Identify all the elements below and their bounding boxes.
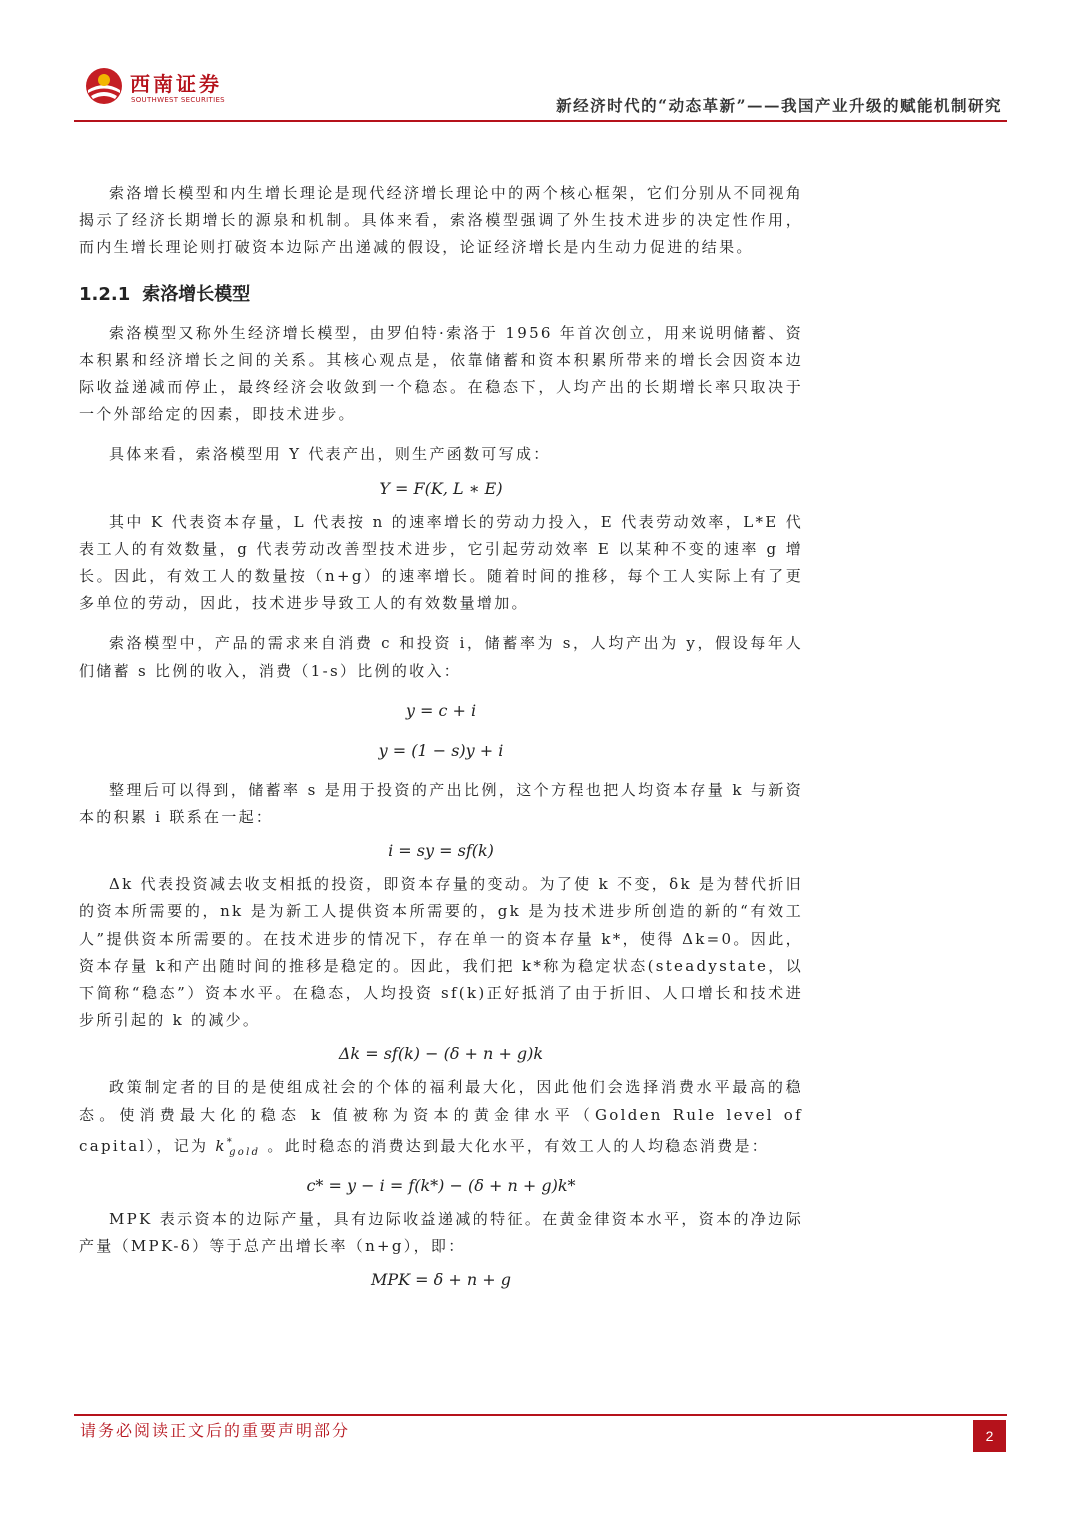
paragraph-savings-rate: 整理后可以得到，储蓄率 s 是用于投资的产出比例，这个方程也把人均资本存量 k 与新资本的积累 i 联系在一起：	[79, 780, 803, 827]
sun-logo-icon	[84, 66, 124, 106]
paragraph-labor-efficiency: 其中 K 代表资本存量，L 代表按 n 的速率增长的劳动力投入，E 代表劳动效率，L*E 代表工人的有效数量，g 代表劳动改善型技术进步，它引起劳动效率 E 以某种不变的速率 g 增长。因此，有效工人的数量按（n+g）的速率增长。随着时间的推移，每个工人实际上有了更多单位的劳动，因此，技术进步导致工人的有效数量增加。	[79, 512, 803, 613]
equation-output-identity: y = c + i	[405, 700, 477, 720]
equation-savings-identity: y = (1 − s)y + i	[378, 740, 504, 760]
equation-production-function: Y = F(K, L ∗ E)	[379, 478, 503, 498]
footer-divider	[74, 1414, 1007, 1416]
section-title: 索洛增长模型	[142, 283, 251, 305]
equation-mpk: MPK = δ + n + g	[370, 1270, 511, 1290]
section-heading	[79, 280, 803, 306]
paragraph-consumption-investment: 索洛模型中，产品的需求来自消费 c 和投资 i，储蓄率为 s，人均产出为 y，假设每年人们储蓄 s 比例的收入，消费（1-s）比例的收入：	[79, 634, 803, 680]
intro-paragraph: 索洛增长模型和内生增长理论是现代经济增长理论中的两个核心框架，它们分别从不同视角揭示了经济长期增长的源泉和机制。具体来看，索洛模型强调了外生技术进步的决定性作用，而内生增长理论则打破资本边际产出递减的假设，论证经济增长是内生动力促进的结果。	[79, 184, 803, 257]
equation-investment: i = sy = sf(k)	[388, 841, 494, 861]
paragraph-capital-change: Δk 代表投资减去收支相抵的投资，即资本存量的变动。为了使 k 不变，δk 是为替代折旧的资本所需要的，nk 是为新工人提供资本所需要的，gk 是为技术进步所创造的新的“有效工人”提供资本所需要的。在技术进步的情况下，存在单一的资本存量 k*，使得 Δk=0。因此，资本存量 k和产出随时间的推移是稳定的。因此，我们把 k*称为稳定状态(steadystate，以下简称“稳态”）资本水平。在稳态，人均投资 sf(k)正好抵消了由于折旧、人口增长和技术进步所引起的 k 的减少。	[79, 875, 803, 1030]
header-divider	[74, 120, 1007, 122]
golden-rule-text-a: 政策制定者的目的是使组成社会的个体的福利最大化，因此他们会选择消费水平最高的稳态。使消费最大化的稳态 k 值被称为资本的黄金律水平（Golden Rule level of capital），记为	[79, 1078, 803, 1155]
page-body	[79, 180, 803, 1300]
paragraph-mpk: MPK 表示资本的边际产量，具有边际收益递减的特征。在黄金律资本水平，资本的净边际产量（MPK-δ）等于总产出增长率（n+g），即：	[79, 1210, 803, 1256]
paragraph-production-function: 具体来看，索洛模型用 Y 代表产出，则生产函数可写成：	[109, 445, 551, 464]
page-number: 2	[973, 1420, 1006, 1452]
logo-chinese-name: 西南证券	[130, 72, 222, 96]
golden-rule-text-b: 。此时稳态的消费达到最大化水平，有效工人的人均稳态消费是：	[260, 1136, 770, 1155]
paragraph-solow-intro: 索洛模型又称外生经济增长模型，由罗伯特·索洛于 1956 年首次创立，用来说明储蓄、资本积累和经济增长之间的关系。其核心观点是，依靠储蓄和资本积累所带来的增长会因资本边际收益递减而停止，最终经济会收敛到一个稳态。在稳态下，人均产出的长期增长率只取决于一个外部给定的因素，即技术进步。	[79, 323, 803, 424]
disclaimer-notice: 请务必阅读正文后的重要声明部分	[80, 1421, 351, 1440]
logo-english-name: SOUTHWEST SECURITIES	[131, 96, 225, 104]
paragraph-golden-rule	[79, 1074, 803, 1166]
equation-capital-accumulation: Δk = sf(k) − (δ + n + g)k	[338, 1044, 544, 1064]
company-logo	[84, 66, 224, 110]
equation-steady-state-consumption: c* = y − i = f(k*) − (δ + n + g)k*	[306, 1176, 576, 1196]
page-header	[0, 0, 1080, 125]
report-title: 新经济时代的“动态革新”——我国产业升级的赋能机制研究	[556, 96, 1002, 115]
section-number: 1.2.1	[79, 283, 131, 305]
golden-rule-symbol: $k^*_{gold}$	[215, 1136, 261, 1158]
